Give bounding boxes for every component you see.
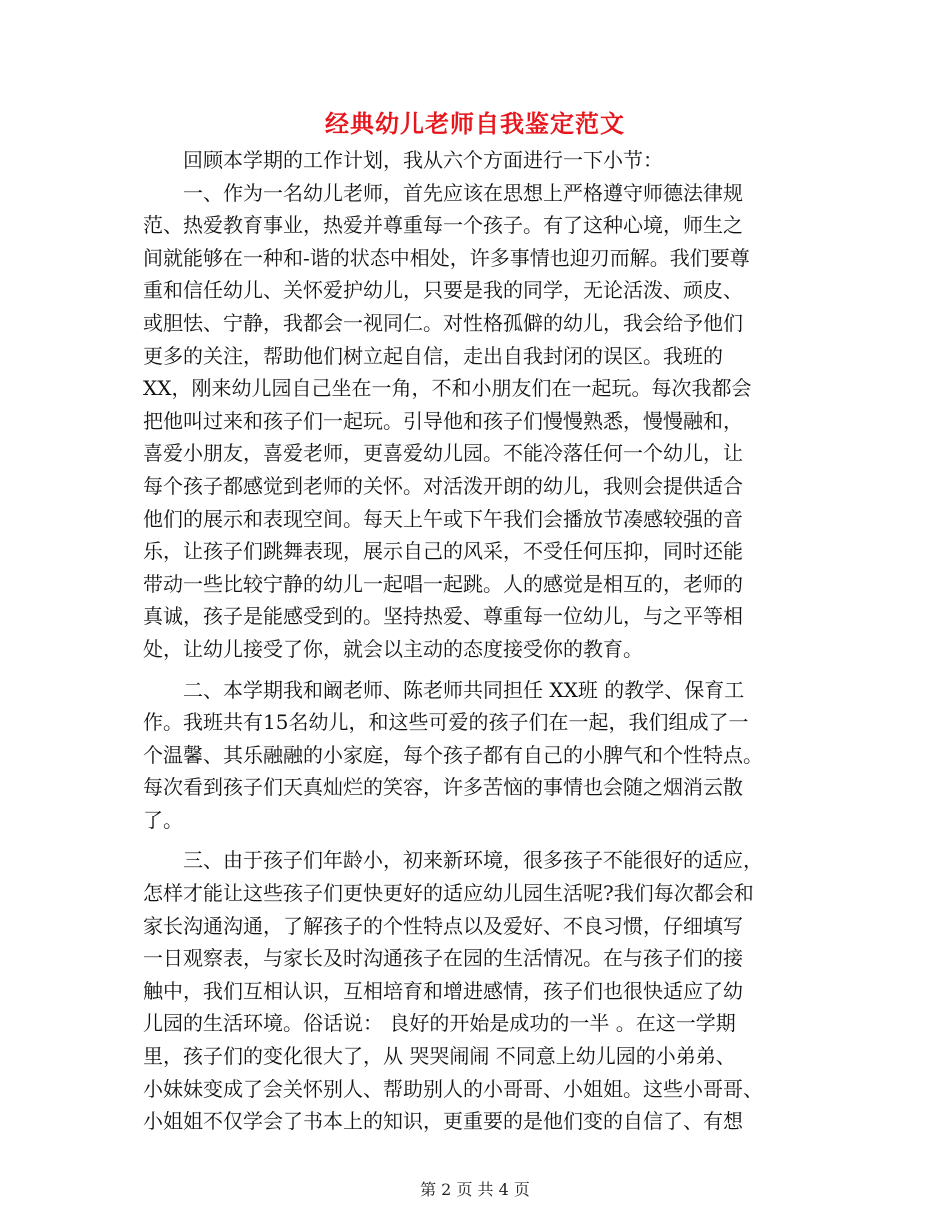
text-line: 喜爱小朋友，喜爱老师，更喜爱幼儿园。不能冷落任何一个幼儿，让 (143, 441, 743, 466)
text-line: 触中，我们互相认识，互相培育和增进感情，孩子们也很快适应了幼 (143, 978, 743, 1003)
text-line: 个温馨、其乐融融的小家庭，每个孩子都有自己的小脾气和个性特点。 (143, 742, 763, 767)
text-line: 范、热爱教育事业，热爱并尊重每一个孩子。有了这种心境，师生之 (143, 213, 743, 238)
text-line: 家长沟通沟通，了解孩子的个性特点以及爱好、不良习惯，仔细填写 (143, 913, 743, 938)
text-line: 带动一些比较宁静的幼儿一起唱一起跳。人的感觉是相互的，老师的 (143, 571, 743, 596)
text-line: 更多的关注，帮助他们树立起自信，走出自我封闭的误区。我班的 (143, 343, 723, 368)
text-line: 小妹妹变成了会关怀别人、帮助别人的小哥哥、小姐姐。这些小哥哥、 (143, 1076, 763, 1101)
text-line: 三、由于孩子们年龄小，初来新环境，很多孩子不能很好的适应， (183, 848, 763, 873)
page-number-footer: 第 2 页 共 4 页 (420, 1180, 530, 1199)
text-line: 乐，让孩子们跳舞表现，展示自己的风采，不受任何压抑，同时还能 (143, 539, 743, 564)
text-line: 间就能够在一种和-谐的状态中相处，许多事情也迎刃而解。我们要尊 (143, 245, 750, 270)
paragraph-intro (143, 144, 803, 177)
text-line: 重和信任幼儿、关怀爱护幼儿，只要是我的同学，无论活泼、顽皮、 (143, 278, 743, 303)
text-line: 怎样才能让这些孩子们更快更好的适应幼儿园生活呢?我们每次都会和 (143, 881, 754, 906)
text-line: 他们的展示和表现空间。每天上午或下午我们会播放节凑感较强的音 (143, 506, 743, 531)
text-line: 处，让幼儿接受了你，就会以主动的态度接受你的教育。 (143, 636, 643, 661)
paragraph-2 (143, 674, 803, 837)
text-line: 里，孩子们的变化很大了，从 哭哭闹闹 不同意上幼儿园的小弟弟、 (143, 1044, 736, 1069)
text-line: 一、作为一名幼儿老师，首先应该在思想上严格遵守师德法律规 (183, 180, 743, 205)
text-line: 儿园的生活环境。俗话说： 良好的开始是成功的一半 。在这一学期 (143, 1011, 736, 1036)
text-line: 真诚，孩子是能感受到的。坚持热爱、尊重每一位幼儿，与之平等相 (143, 604, 743, 629)
text-line: 每个孩子都感觉到老师的关怀。对活泼开朗的幼儿，我则会提供适合 (143, 473, 743, 498)
text-line: 二、本学期我和阚老师、陈老师共同担任 XX班 的教学、保育工 (183, 677, 745, 702)
document-title: 经典幼儿老师自我鉴定范文 (325, 109, 625, 138)
text-line: 回顾本学期的工作计划，我从六个方面进行一下小节： (183, 148, 663, 172)
text-line: 一日观察表，与家长及时沟通孩子在园的生活情况。在与孩子们的接 (143, 946, 743, 971)
text-line: 小姐姐不仅学会了书本上的知识，更重要的是他们变的自信了、有想 (143, 1109, 743, 1134)
text-line: 或胆怯、宁静，我都会一视同仁。对性格孤僻的幼儿，我会给予他们 (143, 310, 743, 335)
document-body (143, 144, 803, 1138)
text-line: 每次看到孩子们天真灿烂的笑容，许多苦恼的事情也会随之烟消云散 (143, 775, 743, 800)
paragraph-3 (143, 844, 803, 1137)
text-line: 把他叫过来和孩子们一起玩。引导他和孩子们慢慢熟悉，慢慢融和， (143, 408, 743, 433)
paragraph-1 (143, 177, 803, 666)
text-line: 了。 (143, 807, 183, 832)
text-line: XX，刚来幼儿园自己坐在一角，不和小朋友们在一起玩。每次我都会 (143, 376, 752, 401)
text-line: 作。我班共有15名幼儿，和这些可爱的孩子们在一起，我们组成了一 (143, 710, 749, 735)
